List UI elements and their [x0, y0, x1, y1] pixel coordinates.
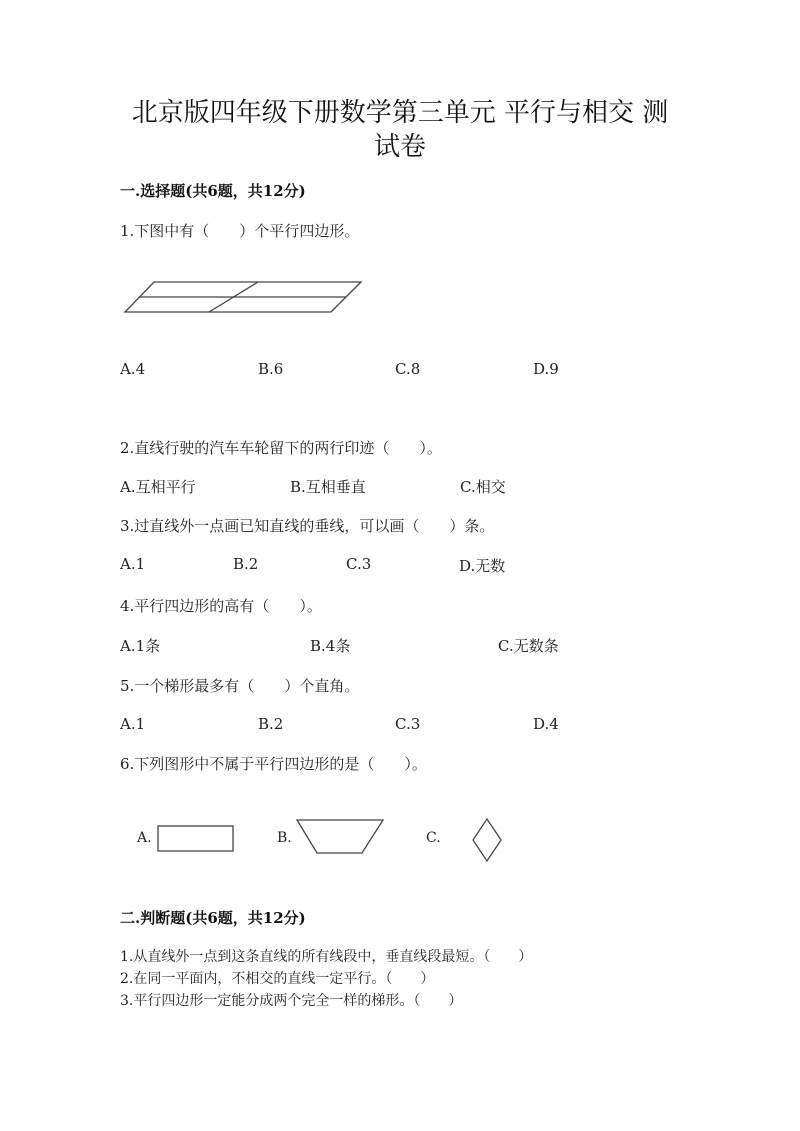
judge-item-3: 3.平行四边形一定能分成两个完全一样的梯形。（ ） — [120, 993, 463, 1009]
question-2: 2.直线行驶的汽车车轮留下的两行印迹（ ）。 — [120, 439, 442, 457]
q1-option-a: A.4 — [120, 360, 146, 378]
rectangle-figure — [156, 824, 236, 854]
judge-item-1: 1.从直线外一点到这条直线的所有线段中，垂直线段最短。（ ） — [120, 949, 533, 965]
q2-option-c: C.相交 — [460, 478, 506, 496]
q5-option-b: B.2 — [258, 715, 284, 733]
section-heading-judgement: 二.判断题(共6题，共12分) — [120, 909, 306, 927]
q2-option-b: B.互相垂直 — [290, 478, 366, 496]
section-heading-choice: 一.选择题(共6题，共12分) — [120, 182, 306, 200]
question-3: 3.过直线外一点画已知直线的垂线，可以画（ ）条。 — [120, 517, 495, 535]
q5-option-d: D.4 — [533, 715, 559, 733]
rhombus-figure — [470, 817, 504, 863]
q4-option-c: C.无数条 — [498, 637, 559, 655]
q1-option-b: B.6 — [258, 360, 284, 378]
q4-option-b: B.4条 — [310, 637, 351, 655]
q6-option-b: B. — [277, 830, 292, 846]
judge-item-2: 2.在同一平面内，不相交的直线一定平行。（ ） — [120, 971, 435, 987]
question-6: 6.下列图形中不属于平行四边形的是（ ）。 — [120, 755, 427, 773]
q3-option-a: A.1 — [120, 555, 146, 573]
q3-option-c: C.3 — [346, 555, 372, 573]
question-4: 4.平行四边形的高有（ ）。 — [120, 597, 322, 615]
parallelogram-grid-figure — [120, 276, 370, 318]
q4-option-a: A.1条 — [120, 637, 161, 655]
q6-option-c: C. — [426, 830, 441, 846]
q5-option-a: A.1 — [120, 715, 146, 733]
q1-option-c: C.8 — [395, 360, 421, 378]
q3-option-b: B.2 — [233, 555, 259, 573]
question-5: 5.一个梯形最多有（ ）个直角。 — [120, 677, 360, 695]
q6-option-a: A. — [137, 830, 152, 846]
question-1: 1.下图中有（ ）个平行四边形。 — [120, 222, 360, 240]
q2-option-a: A.互相平行 — [120, 478, 196, 496]
q3-option-d: D.无数 — [459, 557, 506, 575]
trapezoid-figure — [294, 817, 386, 857]
page-title: 北京版四年级下册数学第三单元 平行与相交 测试卷 — [131, 98, 669, 162]
q5-option-c: C.3 — [395, 715, 421, 733]
q1-option-d: D.9 — [533, 360, 559, 378]
